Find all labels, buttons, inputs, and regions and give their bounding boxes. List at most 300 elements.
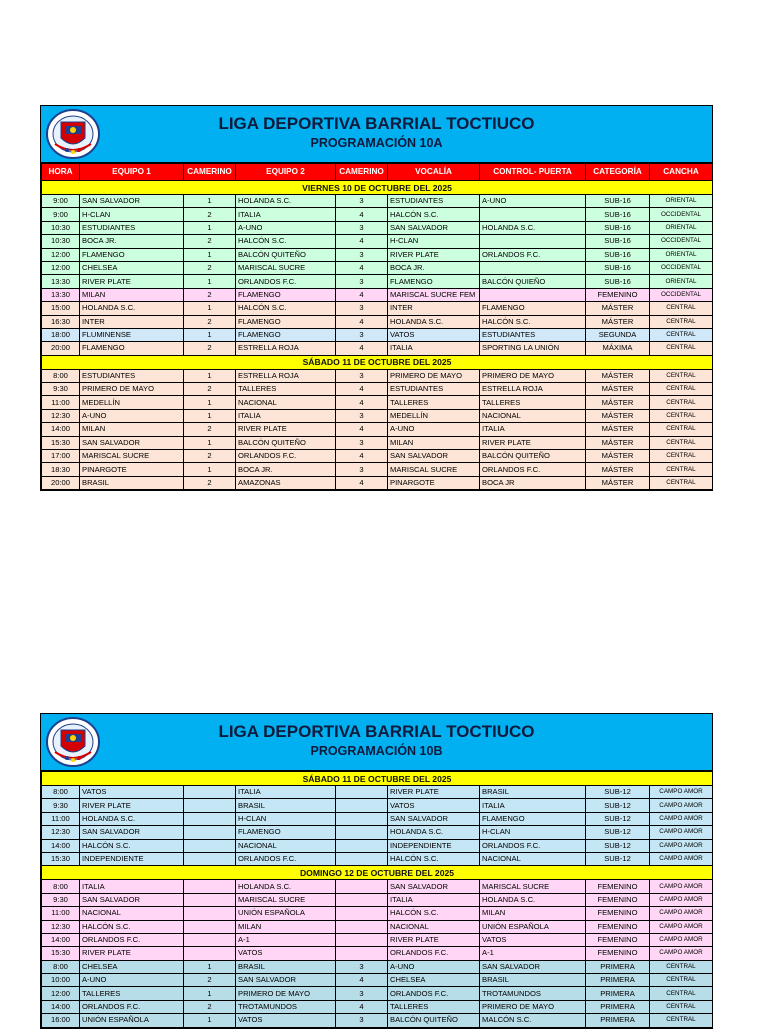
cell-control-puerta: BALCÓN QUIEÑO	[480, 275, 586, 288]
cell-cancha: CENTRAL	[650, 1000, 713, 1013]
cell-cancha: CAMPO AMOR	[650, 880, 713, 893]
cell-control-puerta	[480, 208, 586, 221]
cell-hora: 8:00	[42, 369, 80, 382]
cell-equipo-2: UNIÓN ESPAÑOLA	[236, 907, 336, 920]
table-row	[42, 826, 713, 839]
cell-categoria: SUB-12	[586, 812, 650, 825]
header-categoria: CATEGORÍA	[586, 164, 650, 181]
cell-categoria: PRIMERA	[586, 960, 650, 973]
cell-hora: 11:00	[42, 812, 80, 825]
cell-hora: 9:30	[42, 383, 80, 396]
header-cancha: CANCHA	[650, 164, 713, 181]
cell-vocalia: RIVER PLATE	[388, 248, 480, 261]
cell-vocalia: MEDELLÍN	[388, 409, 480, 422]
cell-hora: 17:00	[42, 450, 80, 463]
cell-cancha: OCCIDENTAL	[650, 208, 713, 221]
cell-categoria: MÁXIMA	[586, 342, 650, 355]
cell-cancha: CENTRAL	[650, 974, 713, 987]
cell-vocalia: ESTUDIANTES	[388, 383, 480, 396]
cell-categoria: PRIMERA	[586, 987, 650, 1000]
cell-control-puerta: ORLANDOS F.C.	[480, 248, 586, 261]
cell-equipo-1: MILAN	[80, 288, 184, 301]
cell-hora: 14:00	[42, 1000, 80, 1013]
cell-control-puerta: UNIÓN ESPAÑOLA	[480, 920, 586, 933]
cell-vocalia: MILAN	[388, 436, 480, 449]
cell-camerino-1: 1	[184, 248, 236, 261]
header-vocalia: VOCALÍA	[388, 164, 480, 181]
cell-equipo-1: A-UNO	[80, 409, 184, 422]
table-row	[42, 974, 713, 987]
cell-camerino-1	[184, 839, 236, 852]
table-row	[42, 383, 713, 396]
cell-categoria: SEGUNDA	[586, 328, 650, 341]
cell-hora: 10:00	[42, 974, 80, 987]
cell-cancha: CENTRAL	[650, 450, 713, 463]
cell-camerino-2	[336, 786, 388, 799]
table-row	[42, 436, 713, 449]
cell-camerino-1: 1	[184, 328, 236, 341]
cell-control-puerta: BOCA JR	[480, 476, 586, 489]
table-row	[42, 221, 713, 234]
table-row	[42, 195, 713, 208]
cell-equipo-2: A-UNO	[236, 221, 336, 234]
cell-camerino-1: 2	[184, 315, 236, 328]
header-control-puerta: CONTROL- PUERTA	[480, 164, 586, 181]
cell-equipo-1: RIVER PLATE	[80, 947, 184, 960]
cell-camerino-2: 4	[336, 476, 388, 489]
cell-categoria: FEMENINO	[586, 947, 650, 960]
cell-cancha: CENTRAL	[650, 342, 713, 355]
table-row	[42, 409, 713, 422]
cell-vocalia: A-UNO	[388, 423, 480, 436]
cell-vocalia: PRIMERO DE MAYO	[388, 369, 480, 382]
cell-equipo-2: A-1	[236, 933, 336, 946]
cell-hora: 12:30	[42, 409, 80, 422]
cell-vocalia: INDEPENDIENTE	[388, 839, 480, 852]
cell-hora: 12:00	[42, 248, 80, 261]
cell-categoria: MÁSTER	[586, 396, 650, 409]
cell-equipo-1: MEDELLÍN	[80, 396, 184, 409]
cell-camerino-1: 1	[184, 396, 236, 409]
cell-control-puerta: VATOS	[480, 933, 586, 946]
cell-vocalia: ORLANDOS F.C.	[388, 947, 480, 960]
cell-vocalia: HALCÓN S.C.	[388, 852, 480, 865]
cell-hora: 15:30	[42, 852, 80, 865]
cell-cancha: ORIENTAL	[650, 195, 713, 208]
cell-vocalia: A-UNO	[388, 960, 480, 973]
cell-camerino-2	[336, 920, 388, 933]
cell-categoria: SUB-12	[586, 839, 650, 852]
cell-cancha: CENTRAL	[650, 436, 713, 449]
cell-camerino-1	[184, 907, 236, 920]
cell-equipo-2: MARISCAL SUCRE	[236, 261, 336, 274]
cell-control-puerta: ESTUDIANTES	[480, 328, 586, 341]
cell-camerino-2	[336, 907, 388, 920]
cell-vocalia: H-CLAN	[388, 235, 480, 248]
cell-camerino-1: 1	[184, 960, 236, 973]
cell-control-puerta: A-UNO	[480, 195, 586, 208]
header-camerino-2: CAMERINO	[336, 164, 388, 181]
cell-equipo-2: TALLERES	[236, 383, 336, 396]
cell-camerino-2: 4	[336, 1000, 388, 1013]
cell-cancha: CENTRAL	[650, 369, 713, 382]
cell-vocalia: TALLERES	[388, 396, 480, 409]
cell-control-puerta: NACIONAL	[480, 852, 586, 865]
cell-cancha: ORIENTAL	[650, 221, 713, 234]
cell-equipo-2: HALCÓN S.C.	[236, 302, 336, 315]
cell-hora: 12:30	[42, 920, 80, 933]
cell-vocalia: FLAMENGO	[388, 275, 480, 288]
cell-control-puerta: PRIMERO DE MAYO	[480, 369, 586, 382]
cell-equipo-1: PRIMERO DE MAYO	[80, 383, 184, 396]
cell-equipo-1: ESTUDIANTES	[80, 369, 184, 382]
cell-categoria: FEMENINO	[586, 893, 650, 906]
cell-categoria: SUB-16	[586, 221, 650, 234]
schedule-table	[41, 771, 713, 1028]
cell-camerino-2: 3	[336, 221, 388, 234]
cell-camerino-1: 2	[184, 1000, 236, 1013]
cell-control-puerta: HOLANDA S.C.	[480, 893, 586, 906]
cell-equipo-1: INDEPENDIENTE	[80, 852, 184, 865]
cell-control-puerta: SAN SALVADOR	[480, 960, 586, 973]
cell-camerino-2	[336, 812, 388, 825]
table-row	[42, 450, 713, 463]
table-row	[42, 852, 713, 865]
cell-equipo-2: ESTRELLA ROJA	[236, 369, 336, 382]
cell-camerino-1	[184, 786, 236, 799]
cell-hora: 8:00	[42, 960, 80, 973]
cell-camerino-1: 2	[184, 383, 236, 396]
cell-cancha: CENTRAL	[650, 383, 713, 396]
table-row	[42, 248, 713, 261]
cell-hora: 14:00	[42, 423, 80, 436]
cell-hora: 14:00	[42, 933, 80, 946]
cell-cancha: CENTRAL	[650, 315, 713, 328]
league-title: LIGA DEPORTIVA BARRIAL TOCTIUCO	[218, 722, 535, 741]
cell-camerino-2: 4	[336, 342, 388, 355]
cell-control-puerta: MARISCAL SUCRE	[480, 880, 586, 893]
cell-vocalia: MARISCAL SUCRE	[388, 463, 480, 476]
cell-cancha: CENTRAL	[650, 328, 713, 341]
cell-equipo-1: H-CLAN	[80, 208, 184, 221]
cell-camerino-2	[336, 839, 388, 852]
cell-categoria: FEMENINO	[586, 907, 650, 920]
cell-cancha: CAMPO AMOR	[650, 826, 713, 839]
program-subtitle: PROGRAMACIÓN 10B	[310, 744, 443, 758]
cell-control-puerta	[480, 261, 586, 274]
cell-vocalia: BALCÓN QUITEÑO	[388, 1014, 480, 1027]
cell-cancha: CENTRAL	[650, 302, 713, 315]
cell-categoria: SUB-16	[586, 261, 650, 274]
cell-equipo-2: TROTAMUNDOS	[236, 1000, 336, 1013]
cell-cancha: OCCIDENTAL	[650, 261, 713, 274]
cell-vocalia: SAN SALVADOR	[388, 450, 480, 463]
cell-camerino-1: 2	[184, 974, 236, 987]
cell-camerino-1: 1	[184, 221, 236, 234]
cell-hora: 16:00	[42, 1014, 80, 1027]
cell-control-puerta: FLAMENGO	[480, 302, 586, 315]
cell-camerino-2: 4	[336, 261, 388, 274]
cell-control-puerta: BRASIL	[480, 786, 586, 799]
cell-cancha: CENTRAL	[650, 1014, 713, 1027]
cell-control-puerta: NACIONAL	[480, 409, 586, 422]
cell-equipo-2: BALCÓN QUITEÑO	[236, 248, 336, 261]
cell-equipo-2: ESTRELLA ROJA	[236, 342, 336, 355]
cell-hora: 12:30	[42, 826, 80, 839]
cell-camerino-2: 4	[336, 208, 388, 221]
cell-equipo-1: FLUMINENSE	[80, 328, 184, 341]
cell-hora: 12:00	[42, 261, 80, 274]
cell-camerino-1: 2	[184, 288, 236, 301]
cell-control-puerta: HOLANDA S.C.	[480, 221, 586, 234]
cell-camerino-1: 1	[184, 1014, 236, 1027]
cell-equipo-2: ITALIA	[236, 786, 336, 799]
cell-categoria: MÁSTER	[586, 302, 650, 315]
cell-hora: 13:30	[42, 275, 80, 288]
cell-hora: 10:30	[42, 221, 80, 234]
cell-camerino-2: 3	[336, 463, 388, 476]
cell-equipo-1: SAN SALVADOR	[80, 826, 184, 839]
cell-equipo-1: ESTUDIANTES	[80, 221, 184, 234]
cell-cancha: OCCIDENTAL	[650, 235, 713, 248]
cell-categoria: FEMENINO	[586, 288, 650, 301]
header-equipo-2: EQUIPO 2	[236, 164, 336, 181]
cell-camerino-1	[184, 920, 236, 933]
cell-cancha: CENTRAL	[650, 987, 713, 1000]
cell-hora: 8:00	[42, 786, 80, 799]
cell-categoria: MÁSTER	[586, 369, 650, 382]
cell-vocalia: ESTUDIANTES	[388, 195, 480, 208]
cell-equipo-1: SAN SALVADOR	[80, 893, 184, 906]
cell-control-puerta: ESTRELLA ROJA	[480, 383, 586, 396]
cell-cancha: CAMPO AMOR	[650, 839, 713, 852]
cell-equipo-1: ORLANDOS F.C.	[80, 933, 184, 946]
cell-control-puerta: ORLANDOS F.C.	[480, 839, 586, 852]
cell-control-puerta: RIVER PLATE	[480, 436, 586, 449]
cell-camerino-1	[184, 880, 236, 893]
cell-equipo-1: ORLANDOS F.C.	[80, 1000, 184, 1013]
cell-hora: 18:00	[42, 328, 80, 341]
cell-categoria: SUB-12	[586, 799, 650, 812]
cell-cancha: CAMPO AMOR	[650, 852, 713, 865]
cell-categoria: MÁSTER	[586, 409, 650, 422]
cell-cancha: CAMPO AMOR	[650, 799, 713, 812]
cell-camerino-1: 1	[184, 436, 236, 449]
cell-categoria: SUB-16	[586, 208, 650, 221]
table-row	[42, 812, 713, 825]
table-row	[42, 261, 713, 274]
cell-equipo-2: ORLANDOS F.C.	[236, 852, 336, 865]
cell-camerino-1: 1	[184, 409, 236, 422]
cell-camerino-1: 2	[184, 261, 236, 274]
cell-cancha: CENTRAL	[650, 423, 713, 436]
cell-vocalia: VATOS	[388, 799, 480, 812]
table-row	[42, 423, 713, 436]
cell-camerino-1: 2	[184, 235, 236, 248]
cell-control-puerta: BRASIL	[480, 974, 586, 987]
cell-categoria: FEMENINO	[586, 920, 650, 933]
cell-hora: 16:30	[42, 315, 80, 328]
cell-equipo-2: NACIONAL	[236, 839, 336, 852]
cell-equipo-1: BRASIL	[80, 476, 184, 489]
cell-camerino-1: 2	[184, 342, 236, 355]
cell-categoria: SUB-16	[586, 248, 650, 261]
table-row	[42, 476, 713, 489]
cell-camerino-2: 4	[336, 315, 388, 328]
cell-vocalia: HOLANDA S.C.	[388, 315, 480, 328]
cell-equipo-1: SAN SALVADOR	[80, 195, 184, 208]
table-row	[42, 920, 713, 933]
cell-cancha: CAMPO AMOR	[650, 786, 713, 799]
cell-control-puerta: TALLERES	[480, 396, 586, 409]
cell-equipo-2: ITALIA	[236, 208, 336, 221]
cell-camerino-2	[336, 933, 388, 946]
table-row	[42, 275, 713, 288]
cell-camerino-2: 3	[336, 195, 388, 208]
cell-categoria: SUB-12	[586, 786, 650, 799]
table-row	[42, 933, 713, 946]
cell-equipo-2: ORLANDOS F.C.	[236, 450, 336, 463]
cell-categoria: FEMENINO	[586, 933, 650, 946]
cell-camerino-1: 1	[184, 195, 236, 208]
cell-camerino-2: 3	[336, 960, 388, 973]
cell-equipo-1: FLAMENGO	[80, 248, 184, 261]
cell-equipo-2: BALCÓN QUITEÑO	[236, 436, 336, 449]
cell-control-puerta: TROTAMUNDOS	[480, 987, 586, 1000]
day-label: DOMINGO 12 DE OCTUBRE DEL 2025	[42, 866, 713, 880]
cell-vocalia: ORLANDOS F.C.	[388, 987, 480, 1000]
cell-control-puerta: MILAN	[480, 907, 586, 920]
cell-equipo-1: INTER	[80, 315, 184, 328]
cell-camerino-2: 3	[336, 369, 388, 382]
program-subtitle: PROGRAMACIÓN 10A	[310, 136, 443, 150]
cell-hora: 10:30	[42, 235, 80, 248]
cell-cancha: CENTRAL	[650, 463, 713, 476]
cell-equipo-1: SAN SALVADOR	[80, 436, 184, 449]
cell-camerino-1	[184, 852, 236, 865]
table-row	[42, 235, 713, 248]
table-row	[42, 893, 713, 906]
cell-camerino-2: 3	[336, 248, 388, 261]
table-row	[42, 396, 713, 409]
cell-cancha: CAMPO AMOR	[650, 893, 713, 906]
header-equipo-1: EQUIPO 1	[80, 164, 184, 181]
cell-equipo-1: CHELSEA	[80, 960, 184, 973]
cell-categoria: PRIMERA	[586, 1000, 650, 1013]
cell-control-puerta: BALCÓN QUITEÑO	[480, 450, 586, 463]
cell-camerino-1: 2	[184, 208, 236, 221]
sheet-banner	[41, 714, 712, 771]
cell-equipo-2: MILAN	[236, 920, 336, 933]
cell-cancha: ORIENTAL	[650, 275, 713, 288]
cell-equipo-1: PINARGOTE	[80, 463, 184, 476]
cell-vocalia: RIVER PLATE	[388, 786, 480, 799]
cell-equipo-1: TALLERES	[80, 987, 184, 1000]
cell-vocalia: VATOS	[388, 328, 480, 341]
cell-vocalia: SAN SALVADOR	[388, 880, 480, 893]
cell-camerino-2: 3	[336, 275, 388, 288]
cell-equipo-1: MILAN	[80, 423, 184, 436]
cell-equipo-1: ITALIA	[80, 880, 184, 893]
table-row	[42, 880, 713, 893]
table-row	[42, 369, 713, 382]
cell-equipo-2: ORLANDOS F.C.	[236, 275, 336, 288]
day-header-row	[42, 181, 713, 195]
table-row	[42, 342, 713, 355]
cell-equipo-2: VATOS	[236, 947, 336, 960]
cell-vocalia: INTER	[388, 302, 480, 315]
cell-equipo-1: HOLANDA S.C.	[80, 812, 184, 825]
cell-control-puerta	[480, 235, 586, 248]
cell-vocalia: BOCA JR.	[388, 261, 480, 274]
cell-cancha: CENTRAL	[650, 476, 713, 489]
cell-control-puerta: ITALIA	[480, 799, 586, 812]
cell-cancha: CENTRAL	[650, 409, 713, 422]
cell-camerino-2: 4	[336, 423, 388, 436]
day-label: VIERNES 10 DE OCTUBRE DEL 2025	[42, 181, 713, 195]
cell-control-puerta: HALCÓN S.C.	[480, 315, 586, 328]
cell-control-puerta: MALCÓN S.C.	[480, 1014, 586, 1027]
cell-hora: 11:00	[42, 907, 80, 920]
cell-camerino-2	[336, 893, 388, 906]
cell-hora: 9:00	[42, 208, 80, 221]
cell-vocalia: NACIONAL	[388, 920, 480, 933]
cell-camerino-1	[184, 799, 236, 812]
cell-categoria: PRIMERA	[586, 1014, 650, 1027]
day-header-row	[42, 772, 713, 786]
cell-camerino-2: 4	[336, 288, 388, 301]
cell-equipo-2: FLAMENGO	[236, 328, 336, 341]
cell-camerino-1	[184, 812, 236, 825]
cell-camerino-2	[336, 880, 388, 893]
cell-camerino-1: 1	[184, 369, 236, 382]
cell-vocalia: RIVER PLATE	[388, 933, 480, 946]
cell-equipo-2: PRIMERO DE MAYO	[236, 987, 336, 1000]
cell-categoria: FEMENINO	[586, 880, 650, 893]
cell-categoria: SUB-12	[586, 852, 650, 865]
cell-camerino-1: 2	[184, 450, 236, 463]
cell-equipo-2: FLAMENGO	[236, 288, 336, 301]
cell-camerino-1: 2	[184, 476, 236, 489]
cell-hora: 8:00	[42, 880, 80, 893]
cell-equipo-2: MARISCAL SUCRE	[236, 893, 336, 906]
cell-hora: 9:30	[42, 893, 80, 906]
cell-camerino-2	[336, 852, 388, 865]
cell-hora: 13:30	[42, 288, 80, 301]
cell-categoria: MÁSTER	[586, 436, 650, 449]
cell-control-puerta	[480, 288, 586, 301]
cell-camerino-2: 4	[336, 974, 388, 987]
table-row	[42, 1000, 713, 1013]
cell-hora: 9:30	[42, 799, 80, 812]
cell-camerino-1: 1	[184, 987, 236, 1000]
cell-control-puerta: PRIMERO DE MAYO	[480, 1000, 586, 1013]
schedule-sheet-10a	[40, 105, 713, 491]
cell-equipo-1: HALCÓN S.C.	[80, 920, 184, 933]
cell-vocalia: ITALIA	[388, 893, 480, 906]
cell-vocalia: HOLANDA S.C.	[388, 826, 480, 839]
cell-equipo-2: ITALIA	[236, 409, 336, 422]
table-row	[42, 302, 713, 315]
cell-equipo-2: FLAMENGO	[236, 315, 336, 328]
cell-camerino-1	[184, 826, 236, 839]
cell-categoria: PRIMERA	[586, 974, 650, 987]
cell-camerino-1	[184, 933, 236, 946]
table-header-row	[42, 164, 713, 181]
cell-vocalia: HALCÓN S.C.	[388, 208, 480, 221]
cell-camerino-2	[336, 799, 388, 812]
cell-hora: 9:00	[42, 195, 80, 208]
